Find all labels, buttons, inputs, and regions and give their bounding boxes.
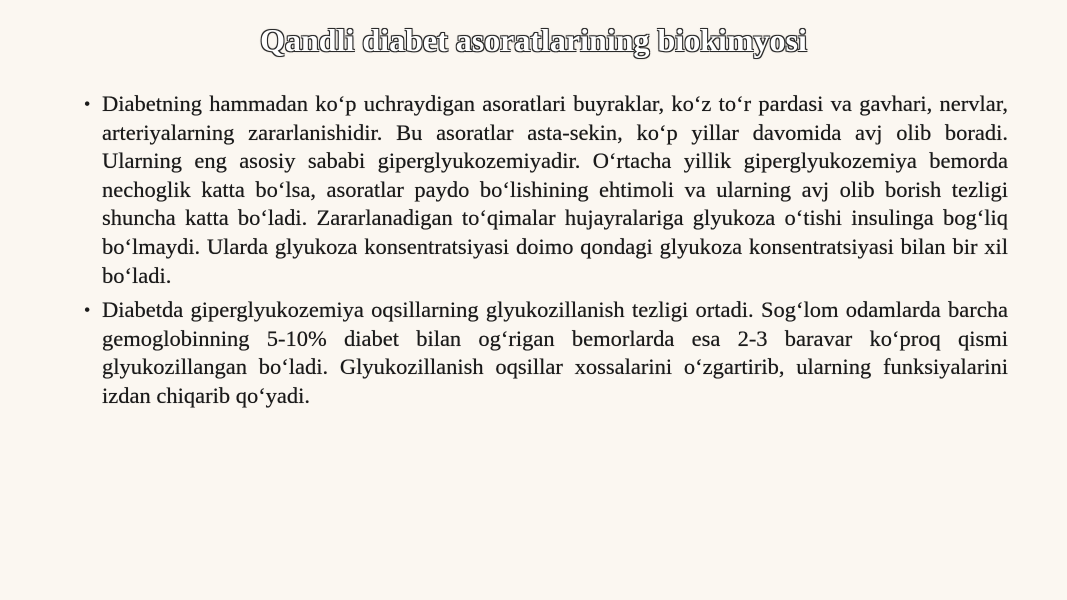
slide-content — [84, 90, 1008, 417]
bullet-dot: • — [84, 94, 91, 114]
bullet-text: Diabetning hammadan ko‘p uchraydigan asoratlari buyraklar, ko‘z to‘r pardasi va gavhari, nervlar, arteriyalarning zararlanishidir. Bu asoratlar asta-sekin, ko‘p yillar davomida avj olib boradi. Ularning eng asosiy sababi giperglyukozemiyadir. O‘rtacha yillik giperglyukozemiya bemorda nechoglik katta bo‘lsa, asoratlar paydo bo‘lishining ehtimoli va ularning avj olib borish tezligi shuncha katta bo‘ladi. Zararlanadigan to‘qimalar hujayralariga glyukoza o‘tishi insulinga bog‘liq bo‘lmaydi. Ularda glyukoza konsentratsiyasi doimo qondagi glyukoza konsentratsiyasi bilan bir xil bo‘ladi. — [102, 91, 1008, 288]
bullet-dot: • — [84, 300, 91, 321]
bullet-text: Diabetda giperglyukozemiya oqsillarning glyukozillanish tezligi ortadi. Sog‘lom odamlarda barcha gemoglobinning 5-10% diabet bilan og‘rigan bemorlarda esa 2-3 baravar ko‘proq qismi glyukozillangan bo‘ladi. Glyukozillanish oqsillar xossalarini o‘zgartirib, ularning funksiyalarini izdan chiqarib qo‘yadi. — [102, 297, 1008, 408]
bullet-item — [84, 90, 1008, 290]
slide-title: Qandli diabet asoratlarining biokimyosi — [260, 22, 807, 58]
bullet-item — [84, 296, 1008, 410]
